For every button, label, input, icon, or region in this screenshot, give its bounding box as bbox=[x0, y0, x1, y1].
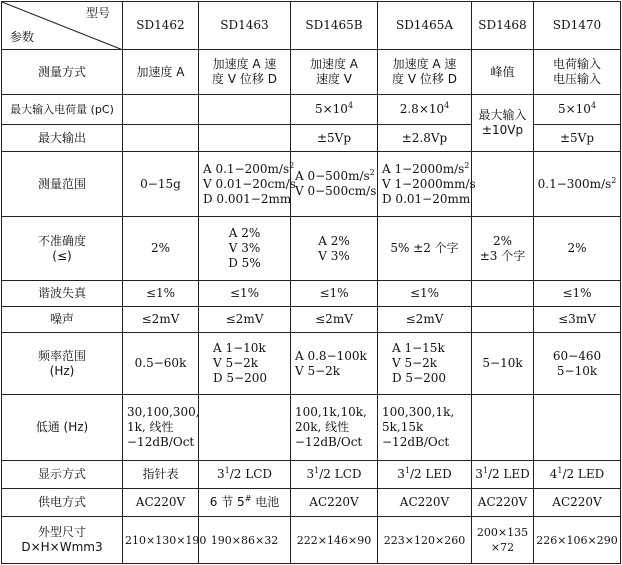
row-dimensions bbox=[2, 517, 621, 564]
cell-inaccuracy-sd1465b: A 2% V 3% bbox=[291, 217, 378, 281]
cell-display-sd1468: $3^1/2$ LED bbox=[472, 461, 534, 489]
cell-max-output-sd1470: ±5Vp bbox=[534, 125, 621, 152]
cell-max-charge-sd1465b: $5\times 10^4$ bbox=[291, 95, 378, 125]
row-freq-range bbox=[2, 333, 621, 395]
model-header-sd1468: SD1468 bbox=[472, 2, 534, 50]
row-label-range: 测量范围 bbox=[2, 152, 123, 217]
cell-dims-sd1463: 190×86×32 bbox=[199, 517, 291, 564]
model-header-sd1463: SD1463 bbox=[199, 2, 291, 50]
cell-freq-sd1465a: A 1−15k V 5−2k D 5−200 bbox=[378, 333, 472, 395]
row-display bbox=[2, 461, 621, 489]
cell-lowpass-sd1470 bbox=[534, 395, 621, 461]
cell-inaccuracy-sd1470: 2% bbox=[534, 217, 621, 281]
row-power bbox=[2, 489, 621, 517]
row-noise bbox=[2, 307, 621, 333]
cell-max-output-sd1462 bbox=[123, 125, 199, 152]
cell-lowpass-sd1462: 30,100,300, 1k, 线性 −12dB/Oct bbox=[123, 395, 199, 461]
row-label-dimensions: 外型尺寸 D×H×Wmm3 bbox=[2, 517, 123, 564]
cell-display-sd1465b: $3^1/2$ LCD bbox=[291, 461, 378, 489]
spec-table bbox=[1, 1, 621, 564]
cell-noise-sd1465b: ≤2mV bbox=[291, 307, 378, 333]
cell-distortion-sd1465a: ≤1% bbox=[378, 281, 472, 307]
cell-dims-sd1465b: 222×146×90 bbox=[291, 517, 378, 564]
cell-distortion-sd1463: ≤1% bbox=[199, 281, 291, 307]
cell-lowpass-sd1465a: 100,300,1k, 5k,15k −12dB/Oct bbox=[378, 395, 472, 461]
row-label-measure-mode: 测量方式 bbox=[2, 50, 123, 95]
cell-max-output-sd1465b: ±5Vp bbox=[291, 125, 378, 152]
row-label-noise: 噪声 bbox=[2, 307, 123, 333]
cell-max-input-sd1468: 最大输入 ±10Vp bbox=[472, 95, 534, 152]
cell-dims-sd1465a: 223×120×260 bbox=[378, 517, 472, 564]
cell-distortion-sd1462: ≤1% bbox=[123, 281, 199, 307]
cell-freq-sd1465b: A 0.8−100k V 5−2k bbox=[291, 333, 378, 395]
cell-dims-sd1468: 200×135 ×72 bbox=[472, 517, 534, 564]
cell-lowpass-sd1465b: 100,1k,10k, 20k, 线性 −12dB/Oct bbox=[291, 395, 378, 461]
cell-power-sd1465a: AC220V bbox=[378, 489, 472, 517]
cell-inaccuracy-sd1465a: 5% ±2 个字 bbox=[378, 217, 472, 281]
cell-range-sd1462: 0−15g bbox=[123, 152, 199, 217]
model-header-sd1462: SD1462 bbox=[123, 2, 199, 50]
cell-max-charge-sd1463 bbox=[199, 95, 291, 125]
row-max-charge bbox=[2, 95, 621, 125]
corner-param-label: 参数 bbox=[10, 30, 35, 44]
row-label-inaccuracy: 不准确度 (≤) bbox=[2, 217, 123, 281]
model-header-sd1465a: SD1465A bbox=[378, 2, 472, 50]
cell-dims-sd1470: 226×106×290 bbox=[534, 517, 621, 564]
row-distortion bbox=[2, 281, 621, 307]
cell-noise-sd1462: ≤2mV bbox=[123, 307, 199, 333]
model-header-sd1465b: SD1465B bbox=[291, 2, 378, 50]
cell-inaccuracy-sd1468: 2% ±3 个字 bbox=[472, 217, 534, 281]
corner-model-label: 型号 bbox=[85, 6, 110, 20]
cell-freq-sd1462: 0.5−60k bbox=[123, 333, 199, 395]
cell-power-sd1468: AC220V bbox=[472, 489, 534, 517]
cell-max-charge-sd1465a: $2.8\times 10^4$ bbox=[378, 95, 472, 125]
cell-range-sd1465a: A $1-2000m/s^2$ V 1−2000mm/s D 0.01−20mm bbox=[378, 152, 472, 217]
header-corner-cell bbox=[2, 2, 123, 50]
cell-range-sd1468 bbox=[472, 152, 534, 217]
cell-measure-mode-sd1465b: 加速度 A 速度 V bbox=[291, 50, 378, 95]
cell-display-sd1463: $3^1/2$ LCD bbox=[199, 461, 291, 489]
cell-lowpass-sd1468 bbox=[472, 395, 534, 461]
row-label-max-charge: 最大输入电荷量 (pC) bbox=[2, 95, 123, 125]
cell-freq-sd1468: 5−10k bbox=[472, 333, 534, 395]
cell-measure-mode-sd1468: 峰值 bbox=[472, 50, 534, 95]
cell-inaccuracy-sd1463: A 2% V 3% D 5% bbox=[199, 217, 291, 281]
cell-power-sd1470: AC220V bbox=[534, 489, 621, 517]
cell-max-charge-sd1470: $5\times 10^4$ bbox=[534, 95, 621, 125]
cell-distortion-sd1468 bbox=[472, 281, 534, 307]
cell-power-sd1465b: AC220V bbox=[291, 489, 378, 517]
cell-dims-sd1462: 210×130×190 bbox=[123, 517, 199, 564]
cell-display-sd1462: 指针表 bbox=[123, 461, 199, 489]
row-range bbox=[2, 152, 621, 217]
cell-display-sd1465a: $3^1/2$ LED bbox=[378, 461, 472, 489]
row-lowpass bbox=[2, 395, 621, 461]
cell-measure-mode-sd1462: 加速度 A bbox=[123, 50, 199, 95]
row-label-max-output: 最大输出 bbox=[2, 125, 123, 152]
cell-noise-sd1465a: ≤2mV bbox=[378, 307, 472, 333]
cell-measure-mode-sd1465a: 加速度 A 速 度 V 位移 D bbox=[378, 50, 472, 95]
cell-max-output-sd1465a: ±2.8Vp bbox=[378, 125, 472, 152]
row-label-power: 供电方式 bbox=[2, 489, 123, 517]
cell-noise-sd1468 bbox=[472, 307, 534, 333]
cell-freq-sd1470: 60−460 5−10k bbox=[534, 333, 621, 395]
cell-distortion-sd1470: ≤1% bbox=[534, 281, 621, 307]
cell-power-sd1463: 6 节 5# 电池 bbox=[199, 489, 291, 517]
row-label-lowpass: 低通 (Hz) bbox=[2, 395, 123, 461]
cell-distortion-sd1465b: ≤1% bbox=[291, 281, 378, 307]
cell-max-charge-sd1462 bbox=[123, 95, 199, 125]
cell-range-sd1465b: A $0-500m/s^2$ V 0−500cm/s bbox=[291, 152, 378, 217]
cell-measure-mode-sd1463: 加速度 A 速 度 V 位移 D bbox=[199, 50, 291, 95]
row-inaccuracy bbox=[2, 217, 621, 281]
row-label-distortion: 谐波失真 bbox=[2, 281, 123, 307]
cell-inaccuracy-sd1462: 2% bbox=[123, 217, 199, 281]
model-header-sd1470: SD1470 bbox=[534, 2, 621, 50]
cell-measure-mode-sd1470: 电荷输入 电压输入 bbox=[534, 50, 621, 95]
cell-noise-sd1463: ≤2mV bbox=[199, 307, 291, 333]
cell-range-sd1470: $0.1-300m/s^2$ bbox=[534, 152, 621, 217]
header-row bbox=[2, 2, 621, 50]
row-measure-mode bbox=[2, 50, 621, 95]
cell-range-sd1463: A $0.1-200m/s^2$ V 0.01−20cm/s D 0.001−2mm bbox=[199, 152, 291, 217]
cell-noise-sd1470: ≤3mV bbox=[534, 307, 621, 333]
cell-freq-sd1463: A 1−10k V 5−2k D 5−200 bbox=[199, 333, 291, 395]
cell-lowpass-sd1463 bbox=[199, 395, 291, 461]
row-label-freq-range: 频率范围 (Hz) bbox=[2, 333, 123, 395]
cell-display-sd1470: $4^1/2$ LED bbox=[534, 461, 621, 489]
cell-power-sd1462: AC220V bbox=[123, 489, 199, 517]
row-label-display: 显示方式 bbox=[2, 461, 123, 489]
cell-max-output-sd1463 bbox=[199, 125, 291, 152]
